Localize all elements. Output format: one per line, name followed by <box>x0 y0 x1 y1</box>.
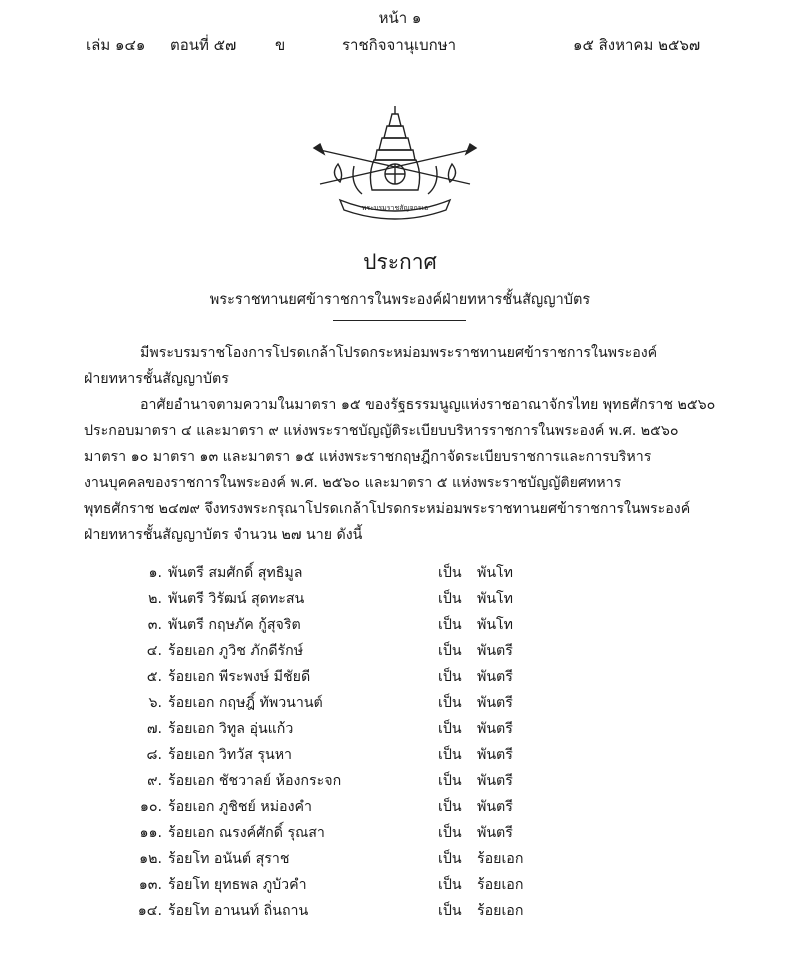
list-item <box>0 614 800 640</box>
list-item <box>0 744 800 770</box>
person-name: ร้อยเอก ภูชิชย์ หม่องคำ <box>168 799 312 815</box>
title-divider <box>333 320 466 321</box>
person-name: ร้อยเอก กฤษฎิ์ ทัพวนานต์ <box>168 695 323 711</box>
body-line: มาตรา ๑๐ มาตรา ๑๓ และมาตรา ๑๕ แห่งพระราชกฤษฎีกาจัดระเบียบราชการและการบริหาร <box>84 449 652 465</box>
issue-number: ตอนที่ ๕๗ <box>170 36 237 54</box>
list-item <box>0 562 800 588</box>
be-label: เป็น <box>438 643 462 659</box>
list-item <box>0 848 800 874</box>
body-line: ฝ่ายทหารชั้นสัญญาบัตร จำนวน ๒๗ นาย ดังนี้ <box>84 527 363 543</box>
new-rank: พันโท <box>477 565 514 581</box>
new-rank: พันตรี <box>477 695 513 711</box>
be-label: เป็น <box>438 721 462 737</box>
new-rank: พันตรี <box>477 747 513 763</box>
issue-date: ๑๕ สิงหาคม ๒๕๖๗ <box>573 36 701 54</box>
new-rank: พันตรี <box>477 825 513 841</box>
royal-emblem-icon <box>310 104 480 222</box>
item-number: ๑๑. <box>139 825 162 841</box>
be-label: เป็น <box>438 877 462 893</box>
new-rank: พันตรี <box>477 721 513 737</box>
item-number: ๑. <box>148 565 162 581</box>
item-number: ๑๓. <box>138 877 162 893</box>
new-rank: พันตรี <box>477 669 513 685</box>
new-rank: พันตรี <box>477 773 513 789</box>
person-name: พันตรี กฤษภัค กู้สุจริต <box>168 617 301 633</box>
be-label: เป็น <box>438 903 462 919</box>
announcement-title: ประกาศ <box>363 250 437 274</box>
be-label: เป็น <box>438 565 462 581</box>
item-number: ๙. <box>147 773 162 789</box>
item-number: ๗. <box>146 721 162 737</box>
new-rank: พันโท <box>477 617 514 633</box>
body-line: อาศัยอำนาจตามความในมาตรา ๑๕ ของรัฐธรรมนูญแห่งราชอาณาจักรไทย พุทธศักราช ๒๕๖๐ <box>140 397 716 413</box>
be-label: เป็น <box>438 825 462 841</box>
section-letter: ข <box>275 36 286 54</box>
list-item <box>0 666 800 692</box>
body-line: งานบุคคลของราชการในพระองค์ พ.ศ. ๒๕๖๐ และมาตรา ๕ แห่งพระราชบัญญัติยศทหาร <box>84 475 622 491</box>
item-number: ๔. <box>146 643 162 659</box>
be-label: เป็น <box>438 773 462 789</box>
item-number: ๑๐. <box>139 799 162 815</box>
list-item <box>0 640 800 666</box>
item-number: ๓. <box>147 617 162 633</box>
gazette-header <box>0 33 800 55</box>
new-rank: ร้อยเอก <box>477 903 524 919</box>
item-number: ๑๒. <box>139 851 162 867</box>
person-name: ร้อยเอก วิทวัส รุนหา <box>168 747 293 763</box>
be-label: เป็น <box>438 669 462 685</box>
person-name: ร้อยโท อนันต์ สุราช <box>168 851 290 867</box>
volume-number: เล่ม ๑๔๑ <box>86 36 146 54</box>
item-number: ๒. <box>148 591 162 607</box>
emblem-banner: พระบรมราชสัญจกรเอ <box>361 204 429 212</box>
list-item <box>0 900 800 926</box>
new-rank: พันตรี <box>477 643 513 659</box>
list-item <box>0 770 800 796</box>
person-name: พันตรี สมศักดิ์ สุทธิมูล <box>168 565 303 581</box>
person-name: ร้อยเอก ณรงค์ศักดิ์ รุณสา <box>168 825 325 841</box>
page-number: หน้า ๑ <box>378 9 422 27</box>
item-number: ๑๔. <box>137 903 162 919</box>
new-rank: ร้อยเอก <box>477 877 524 893</box>
list-item <box>0 588 800 614</box>
be-label: เป็น <box>438 799 462 815</box>
announcement-subtitle: พระราชทานยศข้าราชการในพระองค์ฝ่ายทหารชั้นสัญญาบัตร <box>209 292 591 308</box>
person-name: ร้อยเอก ชัชวาลย์ ห้องกระจก <box>168 773 342 789</box>
person-name: ร้อยเอก พีระพงษ์ มีชัยดี <box>168 669 311 685</box>
list-item <box>0 796 800 822</box>
be-label: เป็น <box>438 747 462 763</box>
person-name: ร้อยเอก วิทูล อุ่นแก้ว <box>168 721 294 737</box>
list-item <box>0 718 800 744</box>
list-item <box>0 874 800 900</box>
person-name: ร้อยเอก ภูวิช ภักดีรักษ์ <box>168 643 304 659</box>
gazette-name: ราชกิจจานุเบกษา <box>342 36 457 54</box>
body-line: พุทธศักราช ๒๔๗๙ จึงทรงพระกรุณาโปรดเกล้าโปรดกระหม่อมพระราชทานยศข้าราชการในพระองค์ <box>84 501 691 517</box>
person-name: พันตรี วิรัฒน์ สุดทะสน <box>168 591 305 607</box>
list-item <box>0 692 800 718</box>
be-label: เป็น <box>438 591 462 607</box>
announcement-body <box>84 340 726 548</box>
body-line: ฝ่ายทหารชั้นสัญญาบัตร <box>84 371 229 387</box>
be-label: เป็น <box>438 695 462 711</box>
person-name: ร้อยโท ยุทธพล ภูบัวคำ <box>168 877 307 893</box>
body-line: ประกอบมาตรา ๔ และมาตรา ๙ แห่งพระราชบัญญัติระเบียบบริหารราชการในพระองค์ พ.ศ. ๒๕๖๐ <box>84 423 679 439</box>
person-name: ร้อยโท อานนท์ ถิ่นถาน <box>168 903 309 919</box>
be-label: เป็น <box>438 617 462 633</box>
be-label: เป็น <box>438 851 462 867</box>
new-rank: ร้อยเอก <box>477 851 524 867</box>
item-number: ๘. <box>146 747 162 763</box>
new-rank: พันโท <box>477 591 514 607</box>
new-rank: พันตรี <box>477 799 513 815</box>
item-number: ๖. <box>148 695 162 711</box>
list-item <box>0 822 800 848</box>
body-line: มีพระบรมราชโองการโปรดเกล้าโปรดกระหม่อมพระราชทานยศข้าราชการในพระองค์ <box>140 345 658 361</box>
item-number: ๕. <box>146 669 162 685</box>
